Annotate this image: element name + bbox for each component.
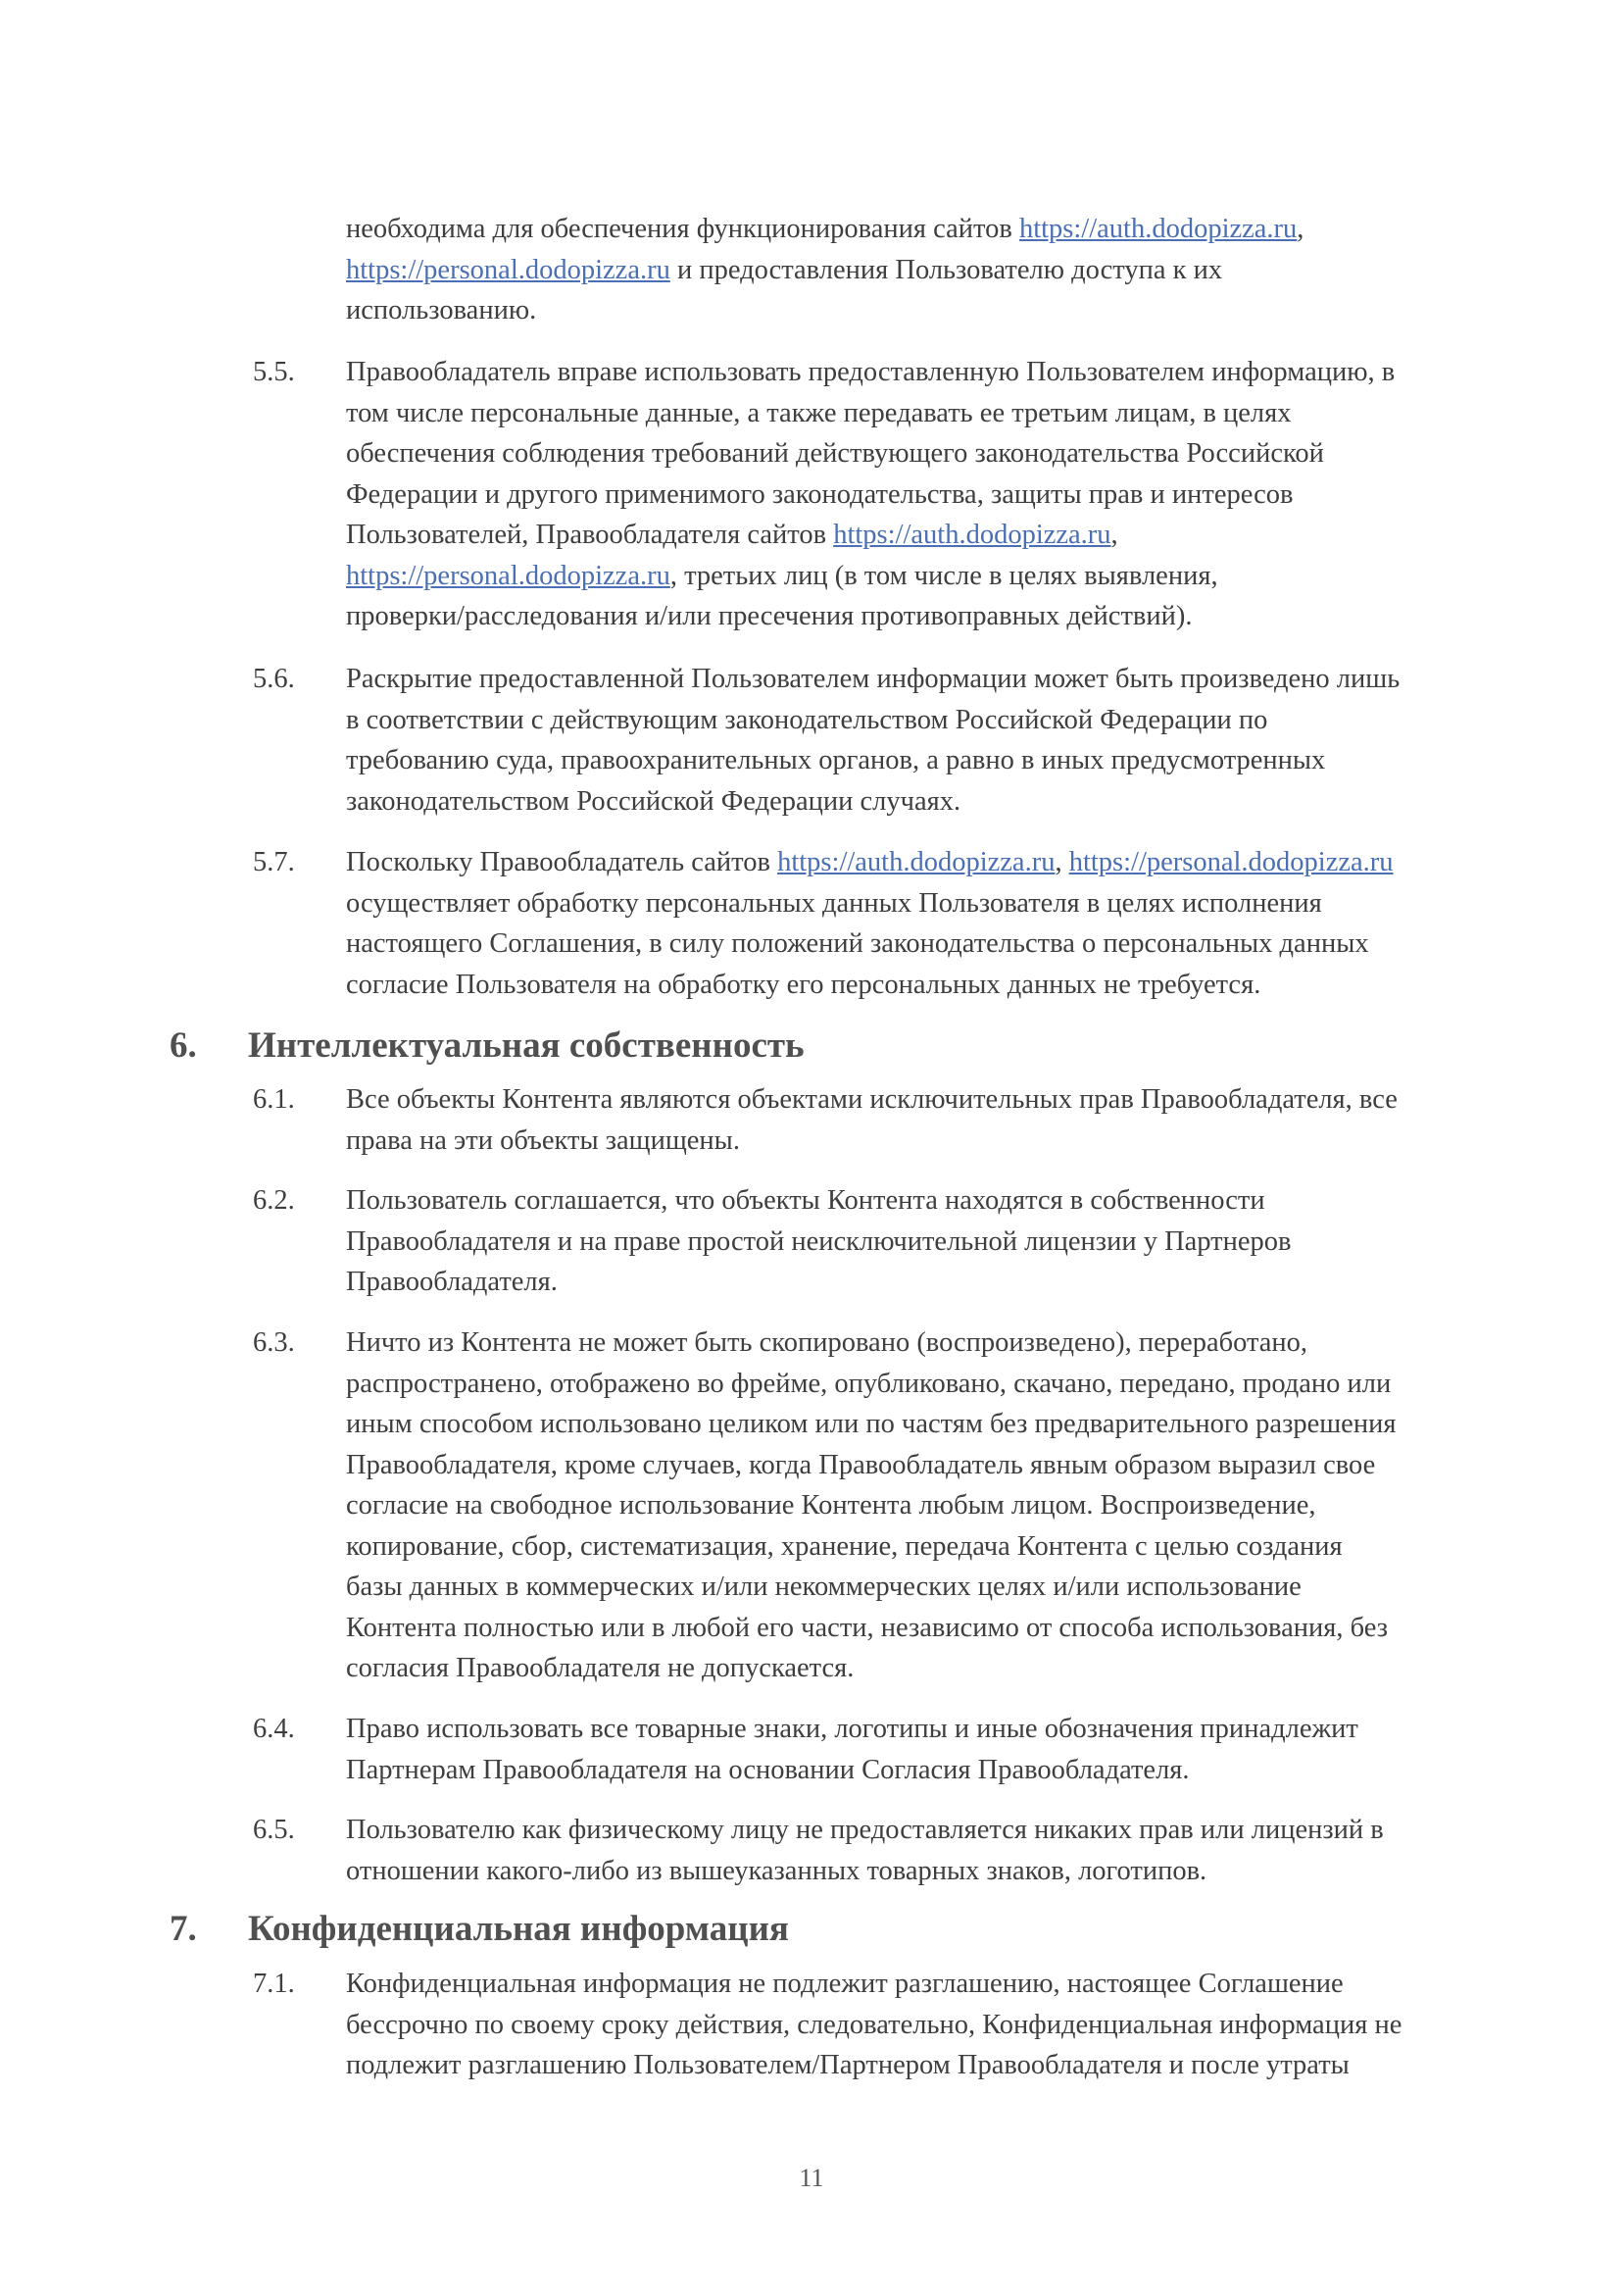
clause-number: 5.6. xyxy=(253,664,295,694)
clause-number: 5.7. xyxy=(253,847,295,877)
clause-number: 6.5. xyxy=(253,1815,295,1845)
text-line: использованию. xyxy=(346,295,537,325)
text-line: Право использовать все товарные знаки, логотипы и иные обозначения принадлежит xyxy=(346,1714,1358,1744)
clause-text xyxy=(346,659,1502,822)
text-line: Правообладателя, кроме случаев, когда Правообладатель явным образом выразил свое xyxy=(346,1449,1376,1480)
text-line: распространено, отображено во фрейме, опубликовано, скачано, передано, продано или xyxy=(346,1368,1392,1399)
clause-text xyxy=(346,1964,1502,2086)
text-line: бессрочно по своему сроку действия, следовательно, Конфиденциальная информация не xyxy=(346,2009,1402,2040)
auth-link[interactable]: https://auth.dodopizza.ru xyxy=(1018,214,1298,244)
clause-text xyxy=(346,1709,1502,1790)
clause-number: 6.4. xyxy=(253,1714,295,1744)
text-line: отношении какого-либо из вышеуказанных товарных знаков, логотипов. xyxy=(346,1855,1207,1886)
text-line: том числе персональные данные, а также передавать ее третьим лицам, в целях xyxy=(346,397,1292,428)
text-line: права на эти объекты защищены. xyxy=(346,1124,740,1156)
text-line: Контента полностью или в любой его части, независимо от способа использования, без xyxy=(346,1612,1389,1643)
text-line: копирование, сбор, систематизация, хранение, передача Контента с целью создания xyxy=(346,1530,1343,1562)
section-6-heading xyxy=(170,1024,805,1068)
text-line xyxy=(346,515,1502,556)
text-line: Конфиденциальная информация не подлежит разглашению, настоящее Соглашение xyxy=(346,1969,1344,1999)
text-line: законодательством Российской Федерации случаях. xyxy=(346,785,961,817)
personal-link[interactable]: https://personal.dodopizza.ru xyxy=(346,254,670,285)
personal-link[interactable]: https://personal.dodopizza.ru xyxy=(346,560,670,591)
text-line: обеспечения соблюдения требований действующего законодательства Российской xyxy=(346,438,1324,469)
clause-text xyxy=(346,1810,1502,1891)
text-line: иным способом использовано целиком или по частям без предварительного разрешения xyxy=(346,1409,1397,1439)
clause-number: 7.1. xyxy=(253,1969,295,1999)
clause-number: 6.2. xyxy=(253,1185,295,1216)
text-line: Пользователю как физическому лицу не предоставляется никаких прав или лицензий в xyxy=(346,1815,1384,1845)
clause-text xyxy=(346,1079,1502,1161)
page-number: 11 xyxy=(799,2164,824,2192)
clause-text xyxy=(346,352,1502,637)
auth-link[interactable]: https://auth.dodopizza.ru xyxy=(777,847,1056,877)
continuation-paragraph xyxy=(346,209,1502,331)
text-line: Раскрытие предоставленной Пользователем информации может быть произведено лишь xyxy=(346,664,1401,694)
text: , xyxy=(1297,214,1304,244)
text: необходима для обеспечения функционирования сайтов xyxy=(346,214,1019,244)
text-line: осуществляет обработку персональных данных Пользователя в целях исполнения xyxy=(346,887,1322,919)
text-line: Все объекты Контента являются объектами исключительных прав Правообладателя, все xyxy=(346,1084,1398,1115)
text-line xyxy=(346,250,1502,291)
text-line xyxy=(346,209,1502,250)
text: Пользователей, Правообладателя сайтов xyxy=(346,520,834,550)
clause-text xyxy=(346,842,1502,1005)
text-line: Партнерам Правообладателя на основании Согласия Правообладателя. xyxy=(346,1754,1190,1785)
text-line: Правообладателя и на праве простой неисключительной лицензии у Партнеров xyxy=(346,1225,1292,1257)
text-line xyxy=(346,842,1502,883)
text: и предоставления Пользователю доступа к их xyxy=(669,254,1223,285)
section-title: Конфиденциальная информация xyxy=(248,1909,789,1949)
text-line: базы данных в коммерческих и/или некоммерческих целях и/или использование xyxy=(346,1572,1302,1602)
text-line: Ничто из Контента не может быть скопировано (воспроизведено), переработано, xyxy=(346,1327,1308,1358)
section-number: 6. xyxy=(170,1025,197,1066)
text-line: согласие Пользователя на обработку его персональных данных не требуется. xyxy=(346,969,1261,1000)
text-line: согласия Правообладателя не допускается. xyxy=(346,1653,855,1683)
section-7-heading xyxy=(170,1908,789,1951)
text-line: требованию суда, правоохранительных органов, а равно в иных предусмотренных xyxy=(346,745,1326,775)
clause-text xyxy=(346,1180,1502,1303)
text-line: настоящего Соглашения, в силу положений законодательства о персональных данных xyxy=(346,928,1369,959)
text: Поскольку Правообладатель сайтов xyxy=(346,847,778,877)
text-line: Федерации и другого применимого законодательства, защиты прав и интересов xyxy=(346,478,1294,510)
text-line: в соответствии с действующим законодательством Российской Федерации по xyxy=(346,704,1268,735)
auth-link[interactable]: https://auth.dodopizza.ru xyxy=(833,520,1111,550)
text-line: Правообладатель вправе использовать предоставленную Пользователем информацию, в xyxy=(346,357,1396,387)
text-line: согласие на свободное использование Контента любым лицом. Воспроизведение, xyxy=(346,1490,1316,1521)
clause-number: 5.5. xyxy=(253,357,295,387)
personal-link[interactable]: https://personal.dodopizza.ru xyxy=(1068,847,1394,877)
text-line: проверки/расследования и/или пресечения противоправных действий). xyxy=(346,601,1193,631)
text: , xyxy=(1110,520,1118,550)
section-title: Интеллектуальная собственность xyxy=(248,1025,805,1066)
text-line xyxy=(346,556,1502,597)
text-line: Пользователь соглашается, что объекты Контента находятся в собственности xyxy=(346,1185,1265,1216)
clause-text xyxy=(346,1323,1502,1689)
text-line: подлежит разглашению Пользователем/Партнером Правообладателя и после утраты xyxy=(346,2050,1350,2080)
text: , третьих лиц (в том числе в целях выявления, xyxy=(669,560,1218,591)
section-number: 7. xyxy=(170,1909,197,1949)
clause-number: 6.3. xyxy=(253,1327,295,1358)
text-line: Правообладателя. xyxy=(346,1267,558,1297)
text: , xyxy=(1055,847,1069,877)
clause-number: 6.1. xyxy=(253,1084,295,1115)
